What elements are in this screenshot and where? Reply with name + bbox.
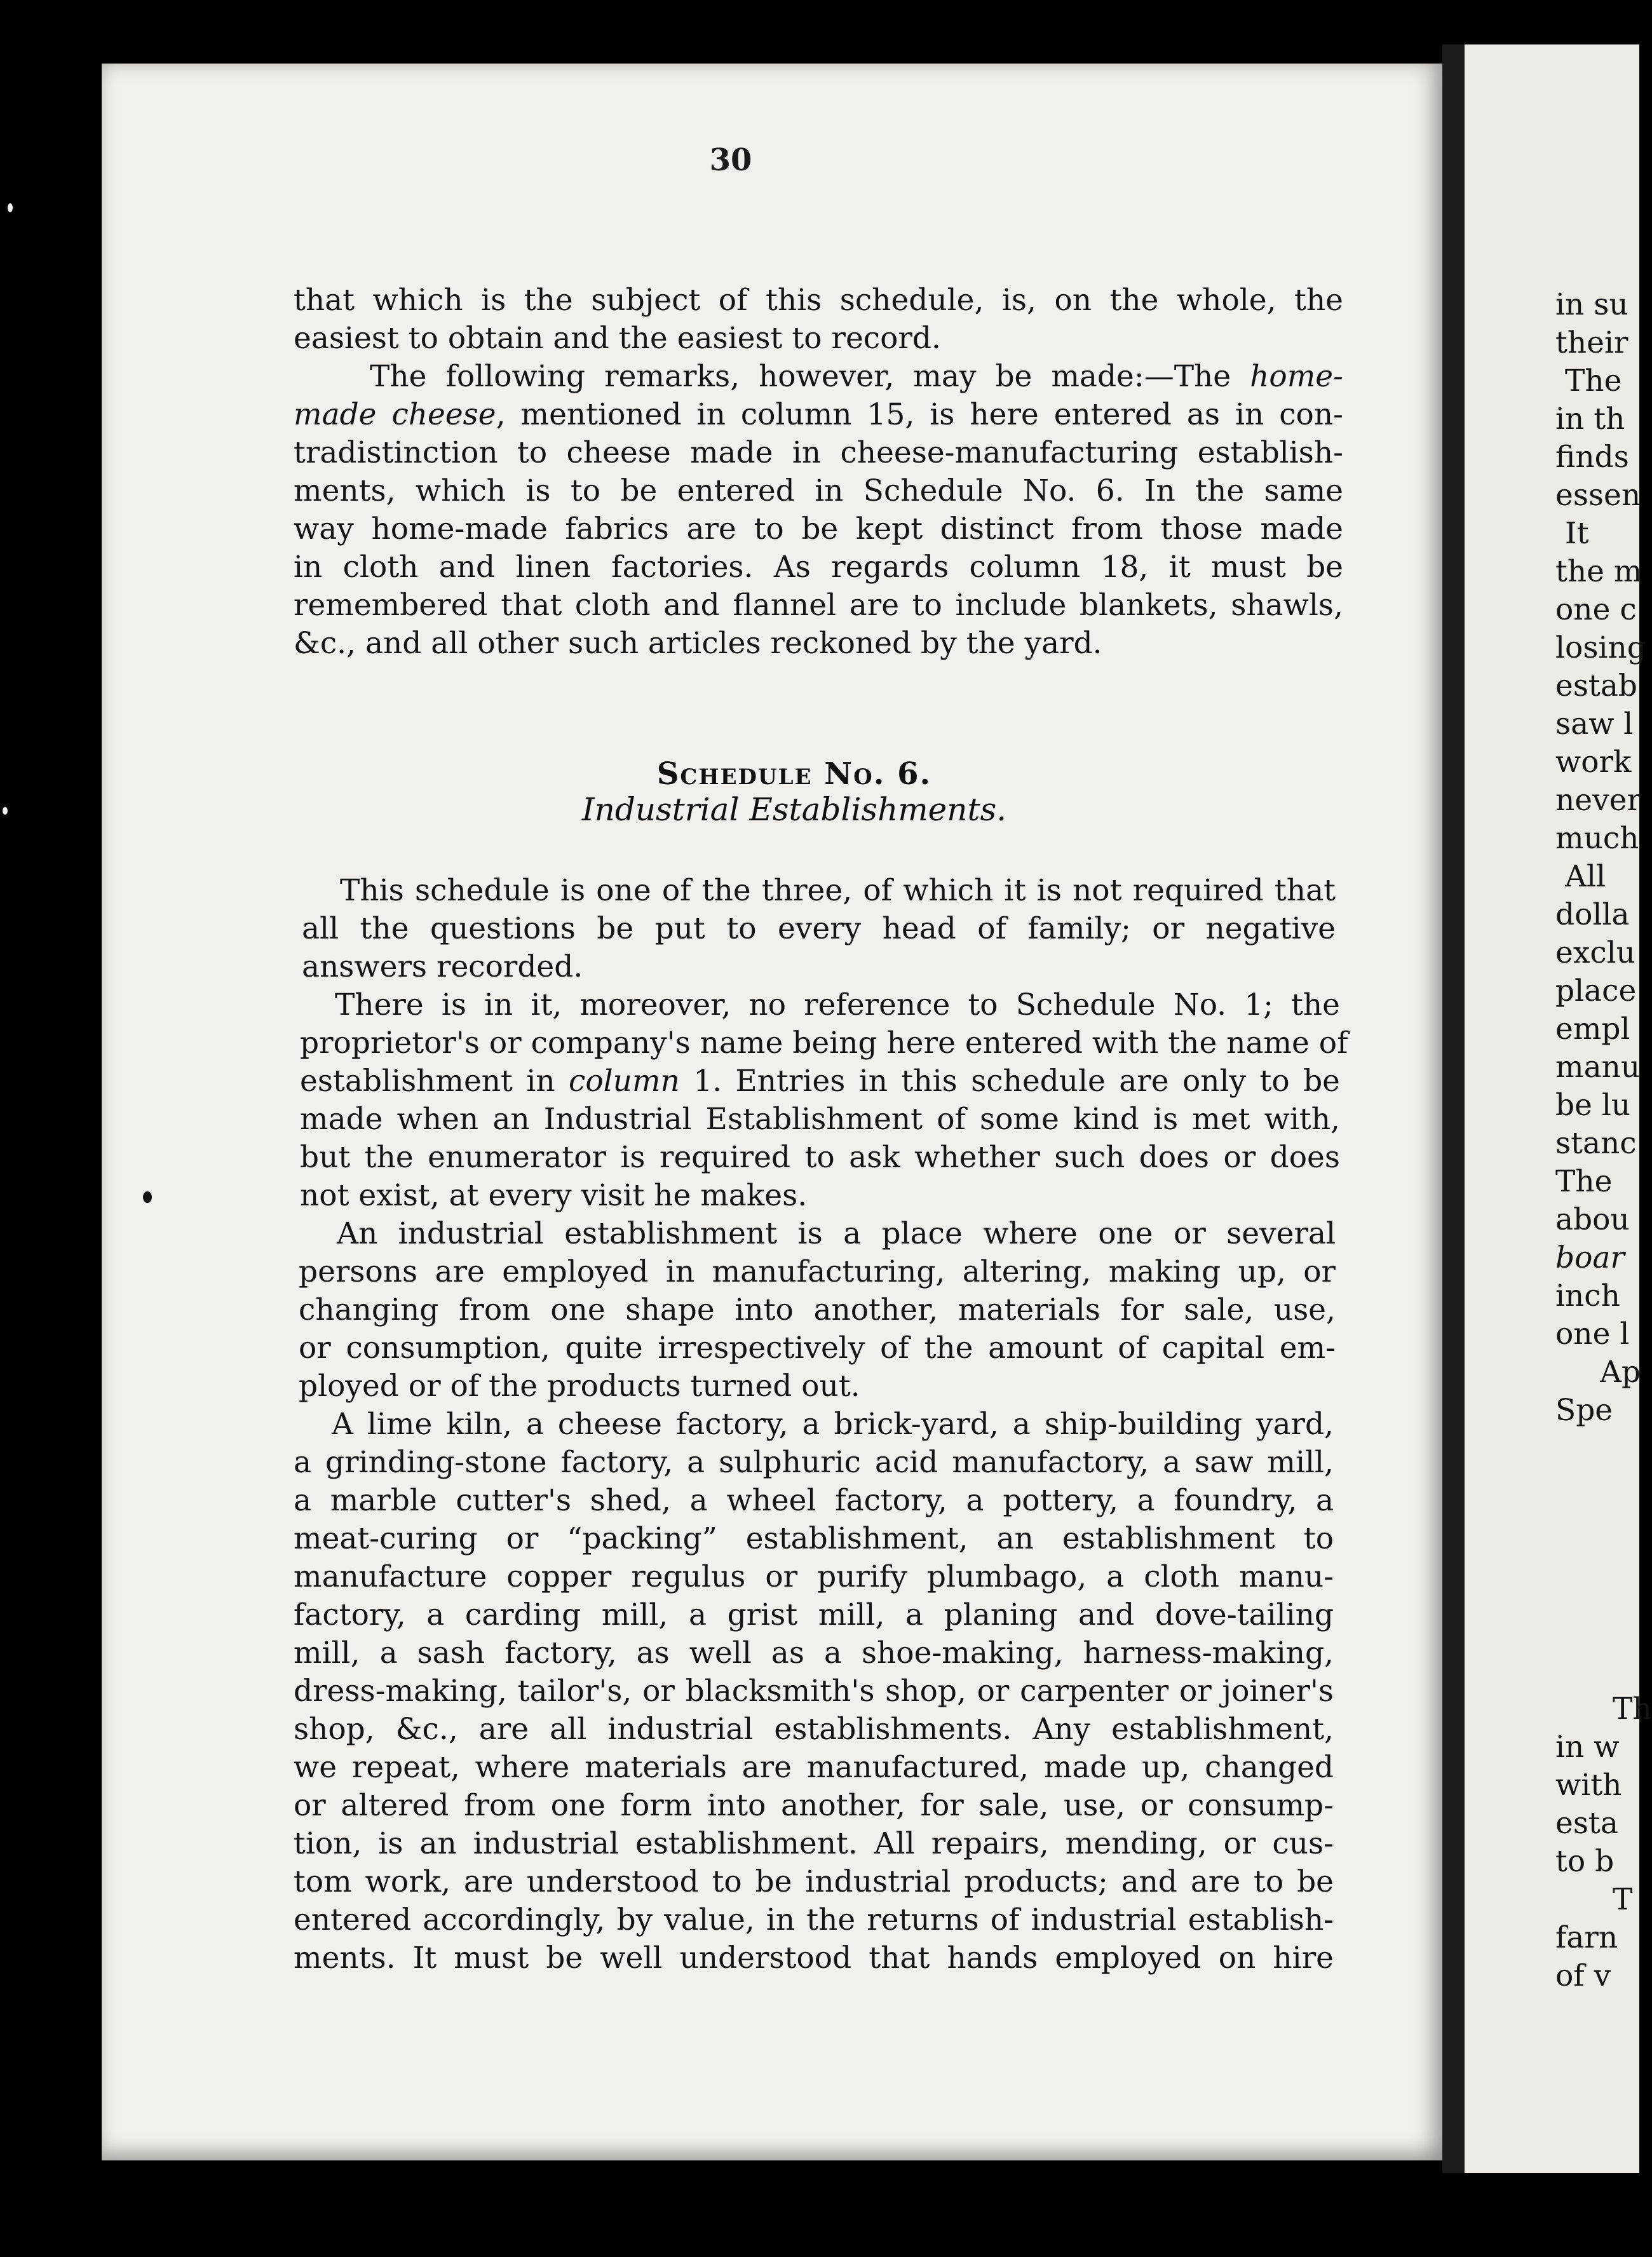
text-line: we repeat, where materials are manufactured, made up, changed bbox=[294, 1750, 1334, 1785]
text-line: inch bbox=[1555, 1278, 1620, 1313]
text-line: There is in it, moreover, no reference to Schedule No. 1; the bbox=[335, 987, 1340, 1022]
text-line: with bbox=[1555, 1768, 1622, 1803]
text-line: persons are employed in manufacturing, altering, making up, or bbox=[299, 1254, 1336, 1289]
text-line: exclu bbox=[1555, 935, 1635, 970]
text-line: T bbox=[1613, 1882, 1633, 1917]
text-line: dress-making, tailor's, or blacksmith's shop, or carpenter or joiner's bbox=[294, 1674, 1334, 1709]
paragraph-schedule-intro bbox=[302, 872, 1336, 986]
text-line: The following remarks, however, may be made:—The home- bbox=[370, 359, 1343, 394]
text-line: losing bbox=[1555, 630, 1646, 665]
text-line: one l bbox=[1555, 1317, 1630, 1352]
text-line: It bbox=[1565, 516, 1589, 551]
text-line: a grinding-stone factory, a sulphuric acid manufactory, a saw mill, bbox=[294, 1445, 1334, 1480]
book-gutter bbox=[1442, 44, 1465, 2173]
schedule-subheading: Industrial Establishments. bbox=[581, 791, 1007, 828]
text-line: estab bbox=[1555, 668, 1637, 703]
text-line: in cloth and linen factories. As regards column 18, it must be bbox=[294, 550, 1343, 585]
text-line: manu bbox=[1555, 1050, 1641, 1085]
text-line: All bbox=[1565, 859, 1606, 894]
paragraph-remarks bbox=[294, 358, 1343, 663]
text-line: of v bbox=[1555, 1958, 1611, 1993]
text-line: ments, which is to be entered in Schedule No. 6. In the same bbox=[294, 473, 1343, 508]
text-line: empl bbox=[1555, 1012, 1630, 1047]
text-line: proprietor's or company's name being here entered with the name of bbox=[300, 1026, 1348, 1061]
text-line: easiest to obtain and the easiest to record. bbox=[294, 321, 941, 356]
text-line: one c bbox=[1555, 592, 1637, 627]
text-line: made when an Industrial Establishment of some kind is met with, bbox=[300, 1102, 1340, 1137]
text-line: remembered that cloth and flannel are to include blankets, shawls, bbox=[294, 588, 1343, 623]
text-line: Ap bbox=[1600, 1355, 1641, 1390]
text-line: much bbox=[1555, 821, 1639, 856]
text-line: Th bbox=[1613, 1691, 1652, 1726]
text-line: tion, is an industrial establishment. All repairs, mending, or cus- bbox=[294, 1826, 1334, 1861]
text-line: in th bbox=[1555, 402, 1625, 437]
right-page-text-block-1 bbox=[1555, 286, 1646, 1392]
text-line: but the enumerator is required to ask whether such does or does bbox=[300, 1140, 1340, 1175]
text-line: The bbox=[1565, 363, 1622, 398]
ink-speck bbox=[143, 1191, 152, 1203]
text-line: or consumption, quite irrespectively of the amount of capital em- bbox=[299, 1331, 1336, 1366]
text-line: tradistinction to cheese made in cheese-manufacturing establish- bbox=[294, 435, 1343, 470]
text-line: finds bbox=[1555, 440, 1629, 475]
text-line: answers recorded. bbox=[302, 949, 583, 984]
text-line: tom work, are understood to be industrial products; and are to be bbox=[294, 1864, 1334, 1899]
text-line: meat-curing or “packing” establishment, an establishment to bbox=[294, 1521, 1334, 1556]
text-line: manufacture copper regulus or purify plumbago, a cloth manu- bbox=[294, 1559, 1334, 1594]
scan-speck bbox=[8, 203, 13, 212]
text-line: establishment in column 1. Entries in this schedule are only to be bbox=[300, 1064, 1340, 1099]
paragraph-continuation bbox=[294, 281, 1343, 358]
paragraph-definition bbox=[299, 1215, 1336, 1406]
right-page-text-block-3 bbox=[1555, 1690, 1652, 1995]
text-line: to b bbox=[1555, 1844, 1615, 1879]
text-line: ments. It must be well understood that hands employed on hire bbox=[294, 1941, 1334, 1976]
text-line: place bbox=[1555, 973, 1637, 1008]
text-line: made cheese, mentioned in column 15, is here entered as in con- bbox=[294, 397, 1343, 432]
text-line: stanc bbox=[1555, 1126, 1637, 1161]
text-line: or altered from one form into another, for sale, use, or consump- bbox=[294, 1788, 1334, 1823]
text-line: all the questions be put to every head of family; or negative bbox=[302, 911, 1336, 946]
text-line: The bbox=[1555, 1164, 1613, 1199]
text-line: shop, &c., are all industrial establishments. Any establishment, bbox=[294, 1712, 1334, 1747]
text-line: A lime kiln, a cheese factory, a brick-yard, a ship-building yard, bbox=[332, 1407, 1334, 1442]
right-page-text-block-2 bbox=[1555, 1392, 1639, 1430]
text-line: be lu bbox=[1555, 1088, 1631, 1123]
text-line: never bbox=[1555, 783, 1641, 818]
text-line: Spe bbox=[1555, 1393, 1613, 1428]
text-line: An industrial establishment is a place where one or several bbox=[337, 1216, 1336, 1251]
text-line: saw l bbox=[1555, 707, 1634, 742]
text-line: dolla bbox=[1555, 897, 1630, 932]
text-line: in su bbox=[1555, 287, 1628, 322]
text-line: factory, a carding mill, a grist mill, a planing and dove-tailing bbox=[294, 1597, 1334, 1632]
text-line: ployed or of the products turned out. bbox=[299, 1369, 860, 1404]
text-line: not exist, at every visit he makes. bbox=[300, 1178, 808, 1213]
text-line: essen bbox=[1555, 478, 1641, 513]
text-line: entered accordingly, by value, in the returns of industrial establish- bbox=[294, 1902, 1334, 1937]
text-line: esta bbox=[1555, 1806, 1618, 1841]
text-line: &c., and all other such articles reckoned by the yard. bbox=[294, 626, 1102, 661]
text-line: boar bbox=[1555, 1240, 1625, 1275]
text-line: their bbox=[1555, 325, 1628, 360]
text-line: the m bbox=[1555, 554, 1642, 589]
text-line: changing from one shape into another, materials for sale, use, bbox=[299, 1292, 1336, 1327]
text-line: a marble cutter's shed, a wheel factory, a pottery, a foundry, a bbox=[294, 1483, 1334, 1518]
paragraph-no-reference bbox=[300, 986, 1348, 1215]
paragraph-examples bbox=[294, 1406, 1334, 1977]
page-number: 30 bbox=[709, 142, 752, 178]
text-line: work bbox=[1555, 745, 1632, 780]
text-line: mill, a sash factory, as well as a shoe-making, harness-making, bbox=[294, 1636, 1334, 1671]
text-line: way home-made fabrics are to be kept distinct from those made bbox=[294, 512, 1343, 546]
schedule-heading: Schedule No. 6. bbox=[656, 756, 932, 792]
text-line: abou bbox=[1555, 1202, 1630, 1237]
text-line: farn bbox=[1555, 1920, 1618, 1955]
text-line: that which is the subject of this schedule, is, on the whole, the bbox=[294, 283, 1343, 318]
text-line: This schedule is one of the three, of which it is not required that bbox=[340, 873, 1336, 908]
text-line: in w bbox=[1555, 1730, 1620, 1765]
scan-speck bbox=[3, 807, 8, 815]
